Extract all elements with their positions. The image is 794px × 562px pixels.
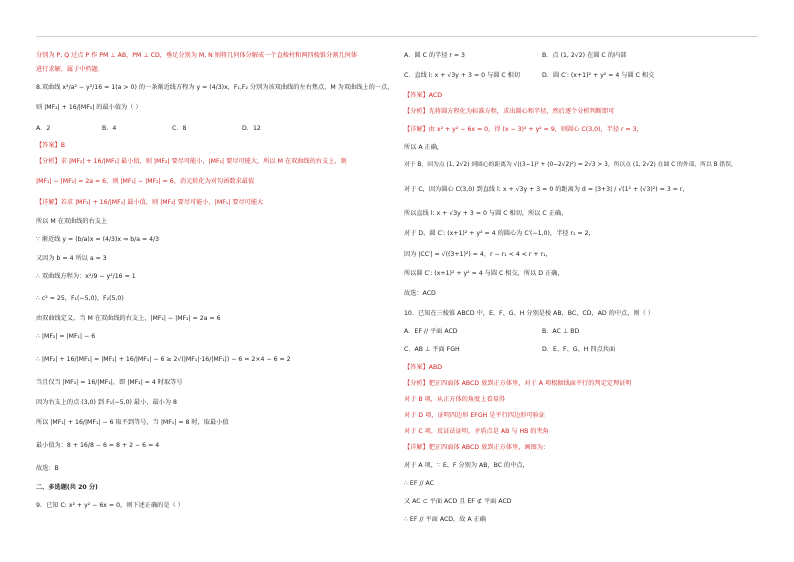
- detail-line-6: 对于 D，圆 C′: (x+1)² + y² = 4 的圆心为 C′(−1,0)，半径 r₁ = 2，: [404, 230, 595, 237]
- solution-step-5: ∴ c² = 25，F₁(−5,0)，F₂(5,0): [36, 295, 124, 302]
- answer-label: 【答案】ABD: [404, 364, 442, 371]
- option-c: C．8: [172, 125, 187, 132]
- detail-line-1: 【详解】若求 |MF₂| + 16/|MF₁| 最小值，则 |MF₂| 要尽可能小，|MF₁| 要尽可能大: [36, 199, 264, 206]
- proof-line-4: ∴ EF // 平面 ACD，故 A 正确: [404, 516, 486, 523]
- option-b: B．点 (1, 2√2) 在圆 C 的内部: [542, 52, 627, 59]
- option-d: D．E、F、G、H 四点共面: [542, 346, 616, 353]
- solution-step-13: 故选：B: [36, 465, 59, 472]
- solution-step-7: ∴ |MF₂| = |MF₁| − 6: [36, 333, 96, 340]
- intro-analysis-line-1: 分别为 P, Q 过点 P 作 PM ⊥ AB，PM ⊥ CD，垂足分别为 M, N 则将几何体分解成一个直棱柱和两四棱锥分割几何体: [36, 52, 358, 59]
- answer-label: 【答案】ACD: [404, 92, 442, 99]
- intro-analysis-line-2: 进行求解，属于中档题.: [36, 66, 100, 73]
- solution-step-8: ∴ |MF₂| + 16/|MF₁| = |MF₁| + 16/|MF₁| − 6 ≥ 2√(|MF₁|·16/|MF₁|) − 6 = 2×4 − 6 = 2: [36, 356, 291, 363]
- analysis-line-1: 【分析】把正四面体 ABCD 放到正方体里，对于 A 项根据线面平行的判定定理证明: [404, 380, 632, 387]
- solution-step-1: 所以 M 在双曲线的右支上: [36, 218, 108, 225]
- proof-line-2: ∴ EF // AC: [404, 480, 434, 487]
- option-a: A．2: [36, 125, 51, 132]
- detail-line-8: 所以圆 C′: (x+1)² + y² = 4 与圆 C 相交，所以 D 正确，: [404, 270, 564, 277]
- detail-line-5: 所以直线 l: x + √3y + 3 = 0 与圆 C 相切，所以 C 正确，: [404, 210, 568, 217]
- option-a: A．圆 C 的半径 r = 3: [404, 52, 465, 59]
- detail-line-3: 对于 B，因为点 (1, 2√2) 到圆心的距离为 √((3−1)² + (0−2√2)²) = 2√3 > 3，所以点 (1, 2√2) 在圆 C 的外部，所以 B 错误，: [404, 162, 737, 168]
- detail-line-9: 故选：ACD: [404, 290, 436, 297]
- solution-step-3: 又因为 b = 4 所以 a = 3: [36, 255, 107, 262]
- solution-step-4: ∴ 双曲线方程为：x²/9 − y²/16 = 1: [36, 273, 136, 280]
- top-rule: [36, 36, 758, 37]
- question-8-ask: 则 |MF₂| + 16/|MF₁| 的最小值为（ ）: [36, 104, 142, 111]
- detail-line-7: 因为 |CC′| = √((3+1)²) = 4，r − r₁ < 4 < r + r₁，: [404, 251, 552, 258]
- option-b: B．AC ⊥ BD: [542, 328, 580, 335]
- question-8-stem: 8.双曲线 x²/a² − y²/16 = 1(a > 0) 的一条渐近线方程为 y = (4/3)x，F₁,F₂ 分别为该双曲线的左右焦点，M 为双曲线上的一点，: [36, 84, 394, 91]
- solution-step-10: 因为右支上的点 (3,0) 到 F₁(−5,0) 最小，最小为 8: [36, 399, 177, 406]
- detail-heading: 【详解】把正四面体 ABCD 放到正方体里，画图为：: [404, 444, 550, 451]
- solution-step-6: 由双曲线定义，当 M 在双曲线的右支上，|MF₁| − |MF₂| = 2a = 6: [36, 315, 221, 322]
- analysis-line-1: 【分析】求 |MF₂| + 16/|MF₁| 最小值，则 |MF₂| 要尽可能小，|MF₁| 要尽可能大，所以 M 在双曲线的右支上，则: [36, 158, 347, 165]
- detail-line-4: 对于 C，因为圆心 C(3,0) 到直线 l: x + √3y + 3 = 0 的距离为 d = |3+3| / √(1² + (√3)²) = 3 = r，: [404, 186, 689, 193]
- section-heading: 二、多选题(共 20 分): [36, 484, 98, 491]
- option-c: C．直线 l: x + √3y + 3 = 0 与圆 C 相切: [404, 72, 521, 79]
- answer-label: 【答案】B: [36, 142, 65, 149]
- question-9-stem: 9．已知 C: x² + y² − 6x = 0，则下述正确的是（ ）: [36, 502, 184, 509]
- option-b: B．4: [102, 125, 117, 132]
- solution-step-12: 最小值为：8 + 16/8 − 6 = 8 + 2 − 6 = 4: [36, 442, 160, 449]
- solution-step-9: 当且仅当 |MF₁| = 16/|MF₁|，即 |MF₁| = 4 时取等号: [36, 379, 183, 386]
- detail-line-2: 所以 A 正确，: [404, 144, 444, 151]
- option-c: C．AB ⊥ 平面 FGH: [404, 346, 460, 353]
- solution-step-11: 所以 |MF₁| + 16/|MF₁| − 6 取不到等号，当 |MF₁| = 8 时，取最小值: [36, 419, 229, 426]
- detail-line-1: 【详解】由 x² + y² − 6x = 0，得 (x − 3)² + y² = 9，则圆心 C(3,0)，半径 r = 3，: [404, 126, 643, 133]
- solution-step-2: ∵ 渐近线 y = (b/a)x = (4/3)x ⇒ b/a = 4/3: [36, 236, 160, 243]
- proof-line-1: 对于 A 项，∵ E、F 分别为 AB，BC 的中点，: [404, 462, 529, 469]
- analysis-line-2: |MF₁| − |MF₂| = 2a = 6，则 |MF₁| − |MF₂| = 6，消元转化为对勾函数求最值: [36, 178, 255, 185]
- question-10-stem: 10．已知在三棱锥 ABCD 中，E、F、G、H 分别是棱 AB，BC，CD，AD 的中点，则（ ）: [404, 310, 654, 317]
- option-d: D．圆 C′: (x+1)² + y² = 4 与圆 C 相交: [542, 72, 655, 79]
- analysis-line-3: 对于 D 项，证明四边形 EFGH 是平行四边形可验证: [404, 412, 545, 419]
- analysis-line: 【分析】先将圆方程化为标准方程，求出圆心和半径，然后逐个分析判断即可: [404, 108, 615, 115]
- analysis-line-2: 对于 B 项，从正方体的角度上看易得: [404, 396, 505, 403]
- analysis-line-4: 对于 C 项，反证法证明，矛盾点是 AB 与 HB 的夹角: [404, 428, 549, 435]
- option-d: D．12: [242, 125, 261, 132]
- proof-line-3: 又 AC ⊂ 平面 ACD 且 EF ⊄ 平面 ACD: [404, 498, 512, 505]
- option-a: A．EF // 平面 ACD: [404, 328, 458, 335]
